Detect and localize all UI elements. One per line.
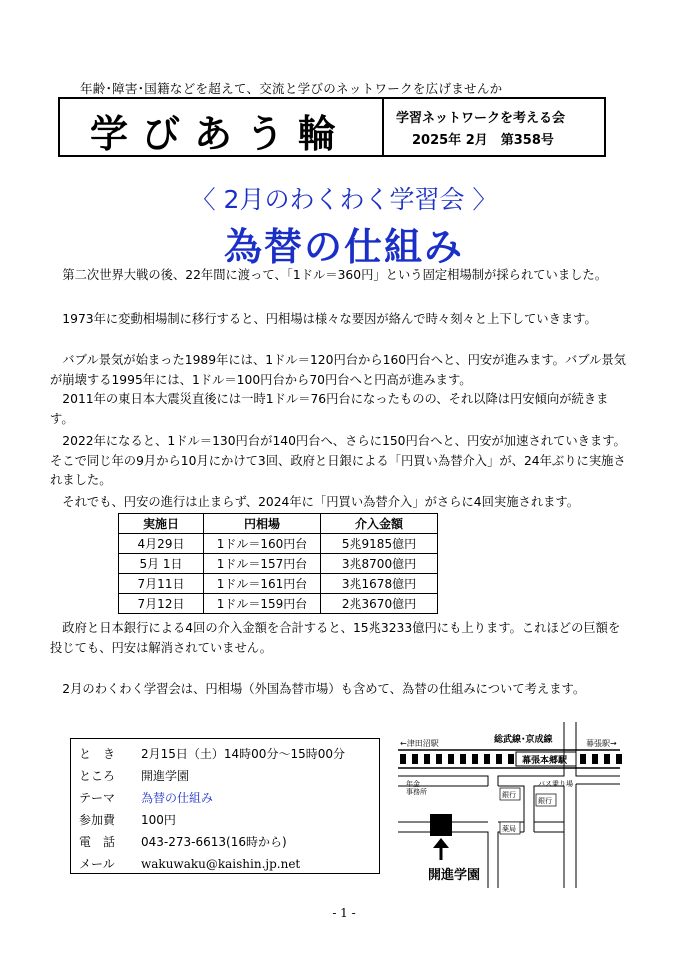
bank-label: 銀行 [502, 791, 516, 799]
table-row [119, 534, 438, 554]
info-row-theme [79, 789, 213, 806]
table-cell: 1ドル＝160円台 [204, 534, 321, 554]
pension-office-label-1: 年金 [406, 780, 420, 788]
info-label: ところ [79, 769, 116, 783]
info-label: と き [79, 747, 116, 761]
railway-tie [424, 754, 430, 764]
info-row-email [79, 855, 300, 872]
railway-tie [436, 754, 442, 764]
info-value: 開進学園 [141, 769, 190, 783]
info-label: 参加費 [79, 813, 116, 827]
info-row-place [79, 767, 189, 784]
event-info-box [70, 738, 380, 874]
logo-cell [60, 99, 384, 155]
paragraph: 2月のわくわく学習会は、円相場（外国為替市場）も含めて、為替の仕組みについて考えます。 [62, 682, 586, 696]
station-label: 幕張本郷駅 [522, 756, 568, 766]
paragraph: 政府と日本銀行による4回の介入金額を合計すると、15兆3233億円にも上ります。これほどの巨額を投じても、円安は解消されていません。 [50, 621, 621, 655]
railway-tie [580, 754, 586, 764]
paragraph: 第二次世界大戦の後、22年間に渡って、「1ドル＝360円」という固定相場制が採られていました。 [62, 268, 608, 282]
table-cell: 7月11日 [119, 574, 204, 594]
railway-tie [448, 754, 454, 764]
railway [398, 750, 622, 768]
info-label: メール [79, 857, 115, 871]
newsletter-logo: 学びあう輪 [90, 111, 351, 156]
organization-name: 学習ネットワークを考える会 [396, 111, 566, 126]
table-cell: 3兆8700億円 [321, 554, 438, 574]
info-value: 043-273-6613(16時から) [141, 835, 287, 849]
paragraph: 1973年に変動相場制に移行すると、円相場は様々な要因が絡んで時々刻々と上下していきます。 [62, 312, 597, 326]
table-row [119, 554, 438, 574]
page-number: - 1 - [332, 906, 356, 920]
column-header: 円相場 [204, 514, 321, 534]
column-header: 介入金額 [321, 514, 438, 534]
pharmacy-label: 薬局 [502, 825, 516, 833]
railway-tie [400, 754, 406, 764]
railway-tie [484, 754, 490, 764]
table-cell: 1ドル＝159円台 [204, 594, 321, 614]
info-value[interactable]: wakuwaku@kaishin.jp.net [141, 857, 301, 871]
table-cell: 5月 1日 [119, 554, 204, 574]
railway-tie [604, 754, 610, 764]
masthead [58, 97, 606, 157]
info-row-date [79, 745, 345, 762]
info-value: 2月15日（土）14時00分～15時00分 [141, 747, 345, 761]
paragraph: 2011年の東日本大震災直後には一時1ドル＝76円台になったものの、それ以降は円安傾向が続きます。 [50, 392, 609, 426]
railway-tie [460, 754, 466, 764]
railway-tie [592, 754, 598, 764]
intervention-table [118, 513, 438, 614]
info-row-fee [79, 811, 176, 828]
table-cell: 2兆3670億円 [321, 594, 438, 614]
paragraph: 2022年になると、1ドル＝130円台が140円台へ、さらに150円台へと、円安が加速されていきます。そこで同じ年の9月から10月にかけて3回、政府と日銀による「円買い為替介入」が、24年ぶりに実施されました。 [50, 434, 626, 488]
up-arrow-icon [433, 838, 449, 860]
info-value: 100円 [141, 813, 176, 827]
tagline: 年齢･障害･国籍などを超えて、交流と学びのネットワークを広げませんか [80, 81, 503, 96]
info-value: 為替の仕組み [141, 791, 214, 805]
info-row-phone [79, 833, 287, 850]
table-cell: 1ドル＝161円台 [204, 574, 321, 594]
school-building [430, 814, 452, 836]
paragraph: それでも、円安の進行は止まらず、2024年に「円買い為替介入」がさらに4回実施されます。 [62, 495, 580, 509]
event-subtitle: 〈 2月のわくわく学習会 〉 [190, 185, 498, 214]
railway-tie [508, 754, 514, 764]
table-cell: 4月29日 [119, 534, 204, 554]
railway-tie [412, 754, 418, 764]
table-row [119, 574, 438, 594]
table-header-row [119, 514, 438, 534]
bus-stop-label: バス乗り場 [538, 780, 573, 788]
table-cell: 5兆9185億円 [321, 534, 438, 554]
bank-label: 銀行 [538, 797, 552, 805]
info-label: 電 話 [79, 835, 116, 849]
school-label: 開進学園 [428, 868, 481, 883]
table-row [119, 594, 438, 614]
railway-tie [472, 754, 478, 764]
left-station-label: ←津田沼駅 [400, 739, 439, 748]
pension-office-label-2: 事務所 [406, 788, 427, 796]
table-cell: 1ドル＝157円台 [204, 554, 321, 574]
line-name-label: 総武線･京成線 [494, 735, 553, 745]
railway-tie [616, 754, 622, 764]
right-station-label: 幕張駅→ [586, 739, 617, 748]
table-cell: 3兆1678億円 [321, 574, 438, 594]
paragraph: バブル景気が始まった1989年には、1ドル＝120円台から160円台へと、円安が進みます。バブル景気が崩壊する1995年には、1ドル＝100円台から70円台へと円高が進みます。 [50, 353, 626, 387]
page-title: 為替の仕組み [223, 225, 464, 269]
column-header: 実施日 [119, 514, 204, 534]
info-label: テーマ [79, 791, 116, 805]
table-cell: 7月12日 [119, 594, 204, 614]
railway-tie [496, 754, 502, 764]
issue-number: 2025年 2月 第358号 [412, 133, 554, 148]
access-map [398, 722, 628, 892]
